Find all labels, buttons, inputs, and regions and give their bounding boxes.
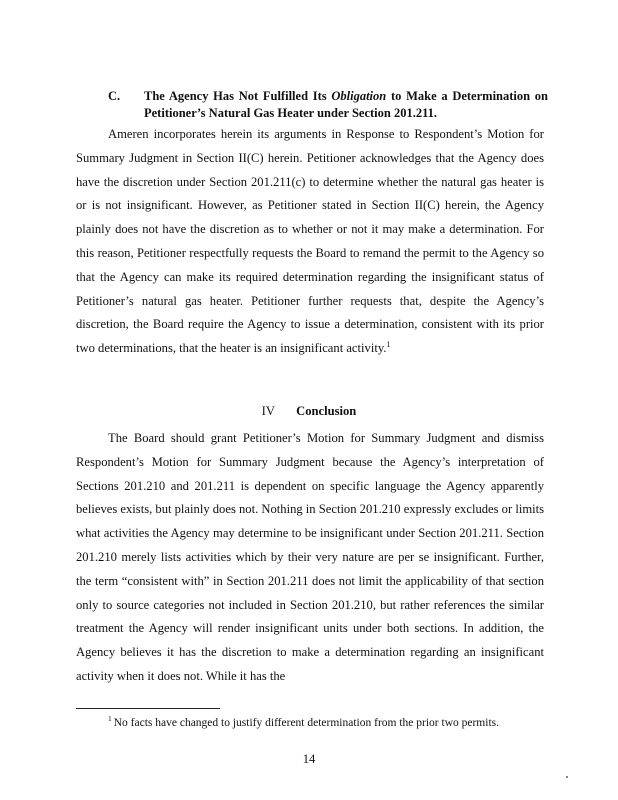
body-paragraph-1: [76, 123, 544, 361]
section-c-title-italic: Obligation: [331, 89, 387, 103]
body-paragraph-2: [76, 427, 544, 689]
section-c-title-part1: The Agency Has Not Fulfilled Its: [144, 89, 332, 103]
section-iv-title: Conclusion: [296, 404, 357, 418]
footnote-reference: 1: [386, 339, 391, 349]
footnote-divider: [76, 708, 220, 709]
footnote-marker: 1: [108, 714, 112, 724]
page-number: 14: [302, 752, 316, 766]
section-c-letter: C.: [108, 89, 121, 103]
footnote-text: No facts have changed to justify different determination from the prior two permits.: [113, 717, 499, 729]
footnote: [108, 716, 548, 731]
paragraph-2-text: The Board should grant Petitioner’s Motion for Summary Judgment and dismiss Respondent’s Motion for Summary Judgment because the Agency’s interpretation of Sections 201.210 and 201.211 is dependent on specific language the Agency apparently believes exists, but plainly does not. Nothing in Section 201.210 expressly excludes or limits what activities the Agency may determine to be insignificant under Section 201.211. Section 201.210 merely lists activities which by their very nature are per se insignificant. Further, the term “consistent with” in Section 201.211 does not limit the applicability of that section only to source categories not included in Section 201.210, but rather references the similar treatment the Agency will render insignificant units under both sections. In addition, the Agency believes it has the discretion to make a determination regarding an insignificant activity when it does not. While it has the: [76, 431, 545, 683]
section-c-title: [108, 88, 548, 122]
section-c-heading: [108, 88, 548, 122]
paragraph-1-text: Ameren incorporates herein its arguments in Response to Respondent’s Motion for Summary Judgment in Section II(C) herein. Petitioner acknowledges that the Agency does have the discretion under Section 201.211(c) to determine whether the natural gas heater is or is not insignificant. However, as Petitioner stated in Section II(C) herein, the Agency plainly does not have the discretion as to whether or not it may make a determination. For this reason, Petitioner respectfully requests the Board to remand the permit to the Agency so that the Agency can make its required determination regarding the insignificant status of Petitioner’s natural gas heater. Petitioner further requests that, despite the Agency’s discretion, the Board require the Agency to issue a determination, consistent with its prior two determinations, that the heater is an insignificant activity.: [76, 127, 544, 356]
scan-artifact: [566, 776, 568, 778]
section-c-title-part2: to Make a Determination on Petitioner’s Natural Gas Heater under Section 201.211.: [144, 89, 548, 120]
section-iv-heading: [0, 402, 618, 420]
section-iv-number: IV: [261, 404, 275, 418]
